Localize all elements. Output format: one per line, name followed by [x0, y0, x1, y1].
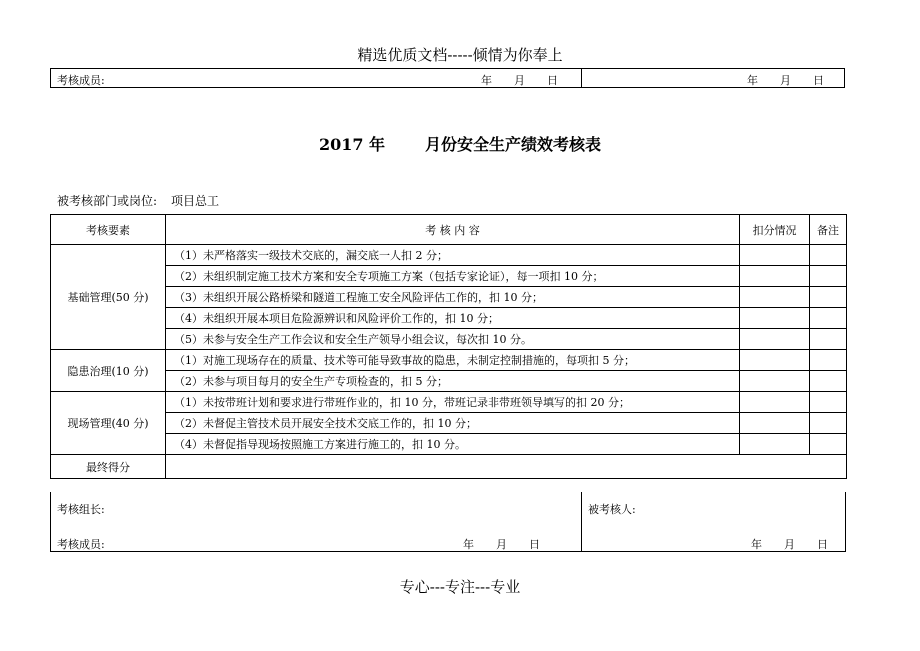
- top-members-label: 考核成员:: [57, 74, 105, 87]
- signature-divider: [581, 492, 582, 551]
- date-left: 年 月 日: [463, 538, 540, 551]
- remark-cell[interactable]: [810, 308, 847, 329]
- item-text: （1）未严格落实一级技术交底的，漏交底一人扣 2 分；: [166, 245, 740, 266]
- remark-cell[interactable]: [810, 392, 847, 413]
- table-row: [51, 392, 847, 413]
- deduction-cell[interactable]: [740, 350, 810, 371]
- item-text: （3）未组织开展公路桥梁和隧道工程施工安全风险评估工作的，扣 10 分；: [166, 287, 740, 308]
- final-score-row: [51, 455, 847, 479]
- table-row: [51, 266, 847, 287]
- remark-cell[interactable]: [810, 287, 847, 308]
- final-score-label: 最终得分: [51, 455, 166, 479]
- deduction-cell[interactable]: [740, 413, 810, 434]
- remark-cell[interactable]: [810, 329, 847, 350]
- top-date-left: 年 月 日: [481, 74, 558, 87]
- top-date-right: 年 月 日: [747, 74, 824, 87]
- remark-cell[interactable]: [810, 413, 847, 434]
- top-signature-row: [50, 68, 845, 88]
- signature-block: [50, 492, 846, 552]
- table-row: [51, 413, 847, 434]
- deduction-cell[interactable]: [740, 266, 810, 287]
- remark-cell[interactable]: [810, 245, 847, 266]
- table-row: [51, 434, 847, 455]
- department-label: 被考核部门或岗位:: [57, 194, 158, 208]
- deduction-cell[interactable]: [740, 392, 810, 413]
- section-name: 基础管理(50 分): [51, 245, 166, 350]
- header-content: 考 核 内 容: [166, 215, 740, 245]
- top-row-divider: [581, 69, 582, 87]
- table-row: [51, 308, 847, 329]
- item-text: （1）未按带班计划和要求进行带班作业的，扣 10 分，带班记录非带班领导填写的扣 20 分；: [166, 392, 740, 413]
- deduction-cell[interactable]: [740, 308, 810, 329]
- deduction-cell[interactable]: [740, 434, 810, 455]
- section-name: 隐患治理(10 分): [51, 350, 166, 392]
- deduction-cell[interactable]: [740, 329, 810, 350]
- item-text: （4）未组织开展本项目危险源辨识和风险评价工作的，扣 10 分；: [166, 308, 740, 329]
- section-name: 现场管理(40 分): [51, 392, 166, 455]
- table-row: [51, 371, 847, 392]
- header-deduction: 扣分情况: [740, 215, 810, 245]
- header-remark: 备注: [810, 215, 847, 245]
- item-text: （5）未参与安全生产工作会议和安全生产领导小组会议，每次扣 10 分。: [166, 329, 740, 350]
- deduction-cell[interactable]: [740, 371, 810, 392]
- page-header-text: 精选优质文档-----倾情为你奉上: [357, 46, 563, 64]
- remark-cell[interactable]: [810, 434, 847, 455]
- deduction-cell[interactable]: [740, 245, 810, 266]
- header-element: 考核要素: [51, 215, 166, 245]
- department-line: [57, 192, 219, 209]
- deduction-cell[interactable]: [740, 287, 810, 308]
- remark-cell[interactable]: [810, 350, 847, 371]
- table-header-row: [51, 215, 847, 245]
- item-text: （1）对施工现场存在的质量、技术等可能导致事故的隐患，未制定控制措施的，每项扣 5 分；: [166, 350, 740, 371]
- final-score-value[interactable]: [166, 455, 847, 479]
- assessment-table: [50, 214, 847, 479]
- remark-cell[interactable]: [810, 371, 847, 392]
- item-text: （2）未组织制定施工技术方案和安全专项施工方案（包括专家论证），每一项扣 10 分；: [166, 266, 740, 287]
- item-text: （2）未督促主管技术员开展安全技术交底工作的，扣 10 分；: [166, 413, 740, 434]
- table-row: [51, 350, 847, 371]
- item-text: （4）未督促指导现场按照施工方案进行施工的，扣 10 分。: [166, 434, 740, 455]
- table-row: [51, 245, 847, 266]
- item-text: （2）未参与项目每月的安全生产专项检查的，扣 5 分；: [166, 371, 740, 392]
- leader-label: 考核组长:: [57, 503, 105, 516]
- remark-cell[interactable]: [810, 266, 847, 287]
- title-text: 月份安全生产绩效考核表: [425, 135, 602, 154]
- examinee-label: 被考核人:: [588, 503, 636, 516]
- page-footer-text: 专心---专注---专业: [399, 578, 521, 596]
- table-row: [51, 329, 847, 350]
- title-year: 2017 年: [318, 135, 386, 154]
- table-row: [51, 287, 847, 308]
- date-right: 年 月 日: [751, 538, 828, 551]
- members-label: 考核成员:: [57, 538, 105, 551]
- document-title: [0, 132, 920, 155]
- department-value: 项目总工: [171, 194, 220, 208]
